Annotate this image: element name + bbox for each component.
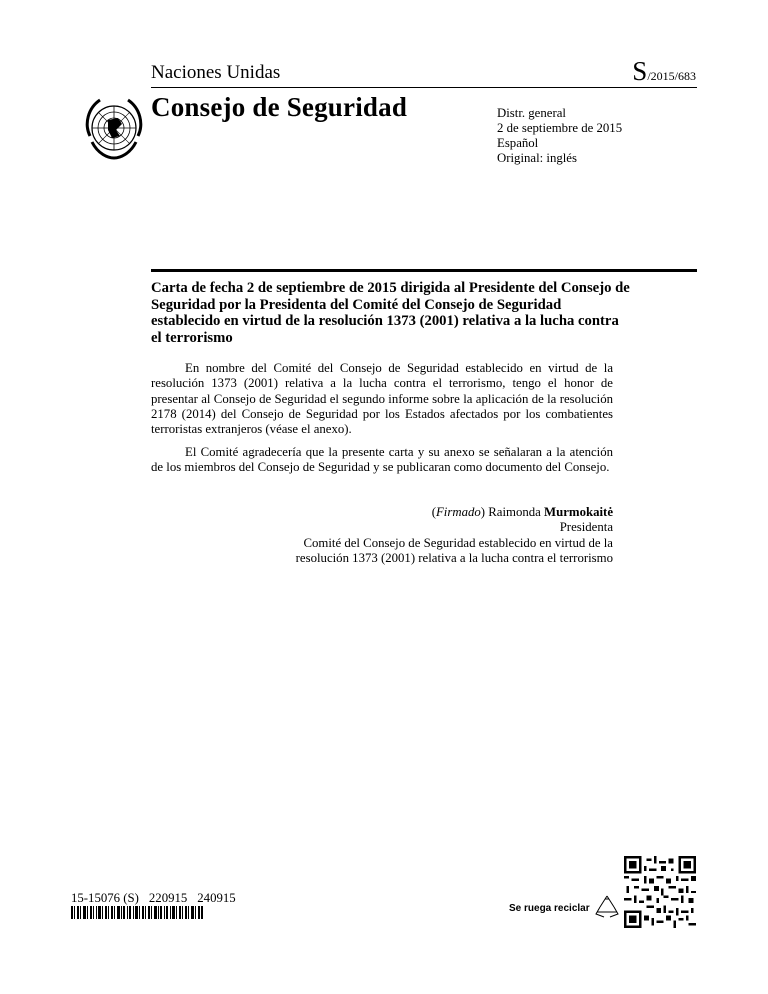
paragraph-2 — [151, 445, 613, 476]
signatory-surname: Murmokaitė — [544, 505, 613, 519]
issue-date: 220915 — [148, 891, 188, 905]
paragraph-1-text: En nombre del Comité del Consejo de Seguridad establecido en virtud de la resolución 1373 (2001) relativa a la lucha contra el terrorismo, tengo el honor de presentar al Consejo de Seguridad el segundo informe sobre la aplicación de la resolución 2178 (2014) del Consejo de Seguridad por los Estados afectados por los combatientes terroristas extranjeros (véase el anexo). — [151, 361, 613, 437]
distribution-line: Distr. general — [497, 106, 566, 120]
barcode — [71, 906, 203, 919]
document-number: 15-15076 (S) — [71, 891, 139, 905]
signatory-role: Presidenta — [559, 520, 613, 535]
paragraph-2-text: El Comité agradecería que la presente carta y su anexo se señalaran a la atención de los miembros del Consejo de Seguridad y se publicaran como documento del Consejo. — [151, 445, 613, 475]
original-language: Original: inglés — [497, 151, 577, 165]
header-rule — [151, 87, 697, 88]
signature-block — [193, 505, 613, 566]
document-number-line — [71, 891, 246, 906]
organization-name: Naciones Unidas — [151, 62, 281, 83]
committee-line-2: resolución 1373 (2001) relativa a la lucha contra el terrorismo — [295, 550, 613, 565]
symbol-suffix: /2015/683 — [647, 69, 696, 83]
release-date: 240915 — [197, 891, 236, 905]
language: Español — [497, 136, 539, 150]
letter-title: Carta de fecha 2 de septiembre de 2015 dirigida al Presidente del Consejo de Seguridad por la Presidenta del Comité del Consejo de Seguridad establecido en virtud de la resolución 1373 (2001) relativa a la lucha contra el terrorismo — [151, 280, 630, 346]
signature-line: (Firmado) Raimonda Murmokaitė — [431, 505, 613, 519]
distribution-block — [497, 106, 622, 166]
signatory-first-name: Raimonda — [488, 505, 541, 519]
signed-label: Firmado — [435, 505, 481, 519]
un-emblem-icon — [78, 94, 150, 166]
organ-title: Consejo de Seguridad — [151, 92, 408, 122]
document-symbol — [632, 56, 696, 87]
title-rule — [151, 269, 697, 272]
recycle-text: Se ruega reciclar — [509, 903, 590, 914]
paragraph-1 — [151, 361, 613, 437]
document-date: 2 de septiembre de 2015 — [497, 121, 623, 135]
symbol-prefix: S — [632, 56, 648, 86]
qr-code — [624, 856, 696, 928]
committee-line-1: Comité del Consejo de Seguridad establecido en virtud de la — [303, 535, 613, 550]
recycle-icon — [592, 893, 622, 921]
